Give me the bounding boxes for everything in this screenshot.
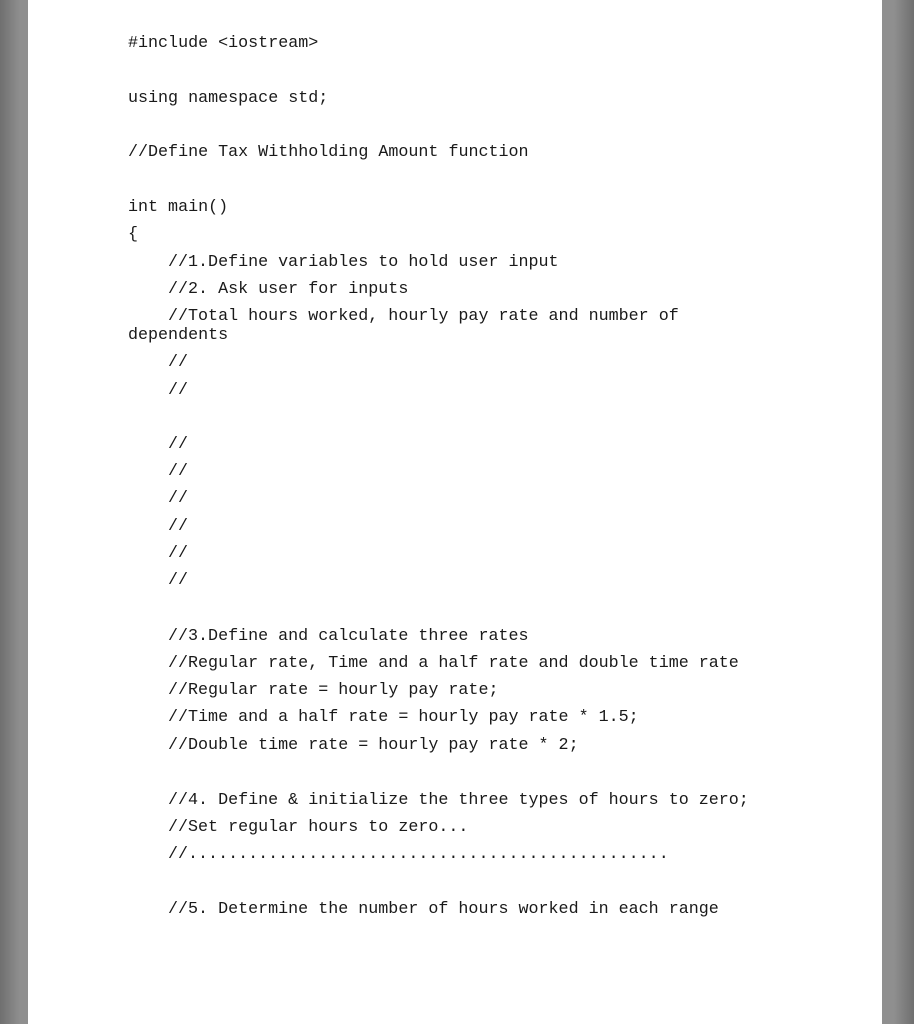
document-page[interactable]	[28, 0, 882, 1024]
code-line-comment-define-function: //Define Tax Withholding Amount function	[128, 143, 529, 162]
code-line-comment-regular-rate: //Regular rate = hourly pay rate;	[168, 681, 499, 700]
code-line-main: int main()	[128, 198, 229, 217]
code-line-comment-dots: //................................................	[168, 845, 669, 864]
code-line-wrap-dependents: dependents	[128, 326, 229, 345]
code-line-open-brace: {	[128, 225, 139, 244]
code-line-empty-comment: //	[168, 462, 189, 481]
code-line-comment-step-5: //5. Determine the number of hours worked in each range	[168, 900, 719, 919]
code-line-using: using namespace std;	[128, 89, 329, 108]
code-line-comment-double-rate: //Double time rate = hourly pay rate * 2;	[168, 736, 579, 755]
code-line-comment-half-rate: //Time and a half rate = hourly pay rate * 1.5;	[168, 708, 639, 727]
code-line-include: #include <iostream>	[128, 34, 319, 53]
code-line-comment-regular-hours: //Set regular hours to zero...	[168, 818, 469, 837]
code-line-comment-step-1: //1.Define variables to hold user input	[168, 253, 559, 272]
code-line-comment-step-3: //3.Define and calculate three rates	[168, 627, 529, 646]
code-line-empty-comment: //	[168, 489, 189, 508]
code-line-empty-comment: //	[168, 544, 189, 563]
code-line-comment-step-4: //4. Define & initialize the three types of hours to zero;	[168, 791, 749, 810]
code-line-comment-inputs: //Total hours worked, hourly pay rate and number of	[168, 307, 679, 326]
code-line-comment-rates: //Regular rate, Time and a half rate and double time rate	[168, 654, 739, 673]
code-line-empty-comment: //	[168, 435, 189, 454]
code-line-empty-comment: //	[168, 571, 189, 590]
code-line-empty-comment: //	[168, 517, 189, 536]
code-line-empty-comment: //	[168, 353, 189, 372]
code-line-empty-comment: //	[168, 381, 189, 400]
code-line-comment-step-2: //2. Ask user for inputs	[168, 280, 409, 299]
